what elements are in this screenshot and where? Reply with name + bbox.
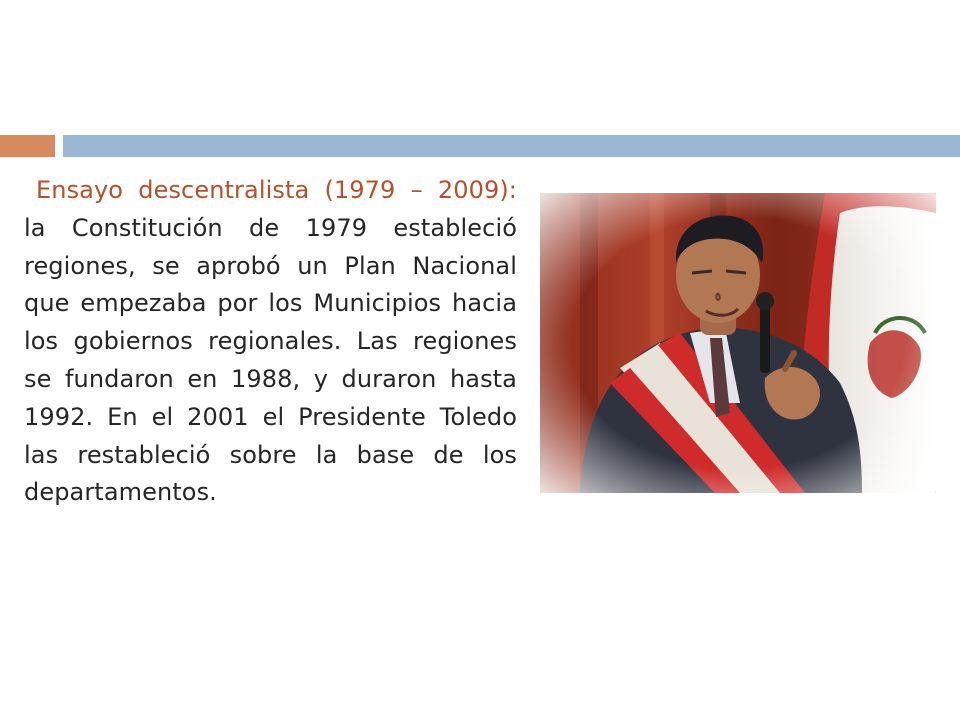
speaker-photo <box>540 193 936 493</box>
accent-bar <box>0 135 55 157</box>
header-bar <box>63 135 960 157</box>
slide-paragraph: la Constitución de 1979 estableció regiones, se aprobó un Plan Nacional que empezaba por los Municipios hacia los gobiernos regionales. Las regiones se fundaron en 1988, y duraron hasta 1992. En el 2001 el Presidente Toledo las restableció sobre la base de los departamentos. <box>24 213 517 507</box>
speaker-photo-icon <box>540 193 936 493</box>
slide-body-text <box>24 172 517 512</box>
slide-lead-heading: Ensayo descentralista (1979 – 2009): <box>36 176 517 204</box>
